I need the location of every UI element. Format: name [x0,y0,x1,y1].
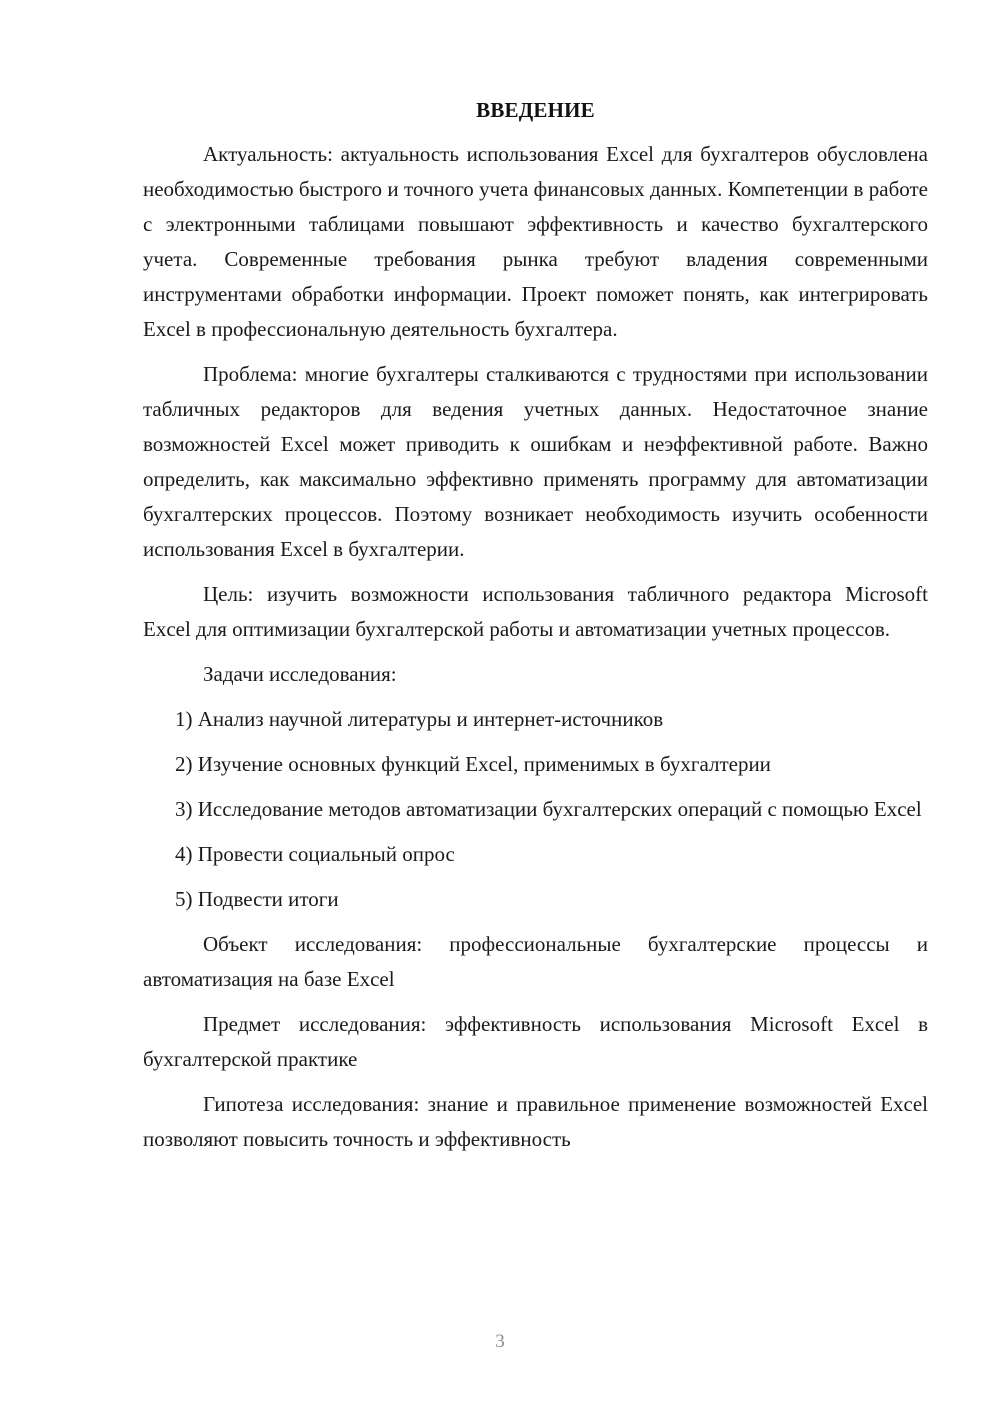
paragraph-object: Объект исследования: профессиональные бухгалтерские процессы и автоматизация на базе Excel [143,932,928,991]
list-item: 3) Исследование методов автоматизации бухгалтерских операций с помощью Excel [175,797,922,821]
tasks-heading: Задачи исследования: [203,662,397,686]
paragraph-relevance: Актуальность: актуальность использования Excel для бухгалтеров обусловлена необходимостью быстрого и точного учета финансовых данных. Компетенции в работе с электронными таблицами повышают эффективность и качество бухгалтерского учета. Современные требования рынка требуют владения современными инструментами обработки информации. Проект поможет понять, как интегрировать Excel в профессиональную деятельность бухгалтера. [143,142,928,341]
paragraph-goal: Цель: изучить возможности использования табличного редактора Microsoft Excel для оптимизации бухгалтерской работы и автоматизации учетных процессов. [143,582,928,641]
page-title: ВВЕДЕНИЕ [476,98,595,122]
task-list [143,702,928,917]
list-item: 5) Подвести итоги [175,887,339,911]
page-number: 3 [495,1331,505,1352]
list-item: 4) Провести социальный опрос [175,842,455,866]
paragraph-hypothesis: Гипотеза исследования: знание и правильное применение возможностей Excel позволяют повысить точность и эффективность [143,1092,928,1151]
paragraph-subject: Предмет исследования: эффективность использования Microsoft Excel в бухгалтерской практике [143,1012,928,1071]
paragraph-problem: Проблема: многие бухгалтеры сталкиваются с трудностями при использовании табличных редакторов для ведения учетных данных. Недостаточное знание возможностей Excel может приводить к ошибкам и неэффективной работе. Важно определить, как максимально эффективно применять программу для автоматизации бухгалтерских процессов. Поэтому возникает необходимость изучить особенности использования Excel в бухгалтерии. [143,362,928,561]
page-content [143,93,928,1167]
list-item: 2) Изучение основных функций Excel, применимых в бухгалтерии [175,752,771,776]
list-item: 1) Анализ научной литературы и интернет-источников [175,707,664,731]
